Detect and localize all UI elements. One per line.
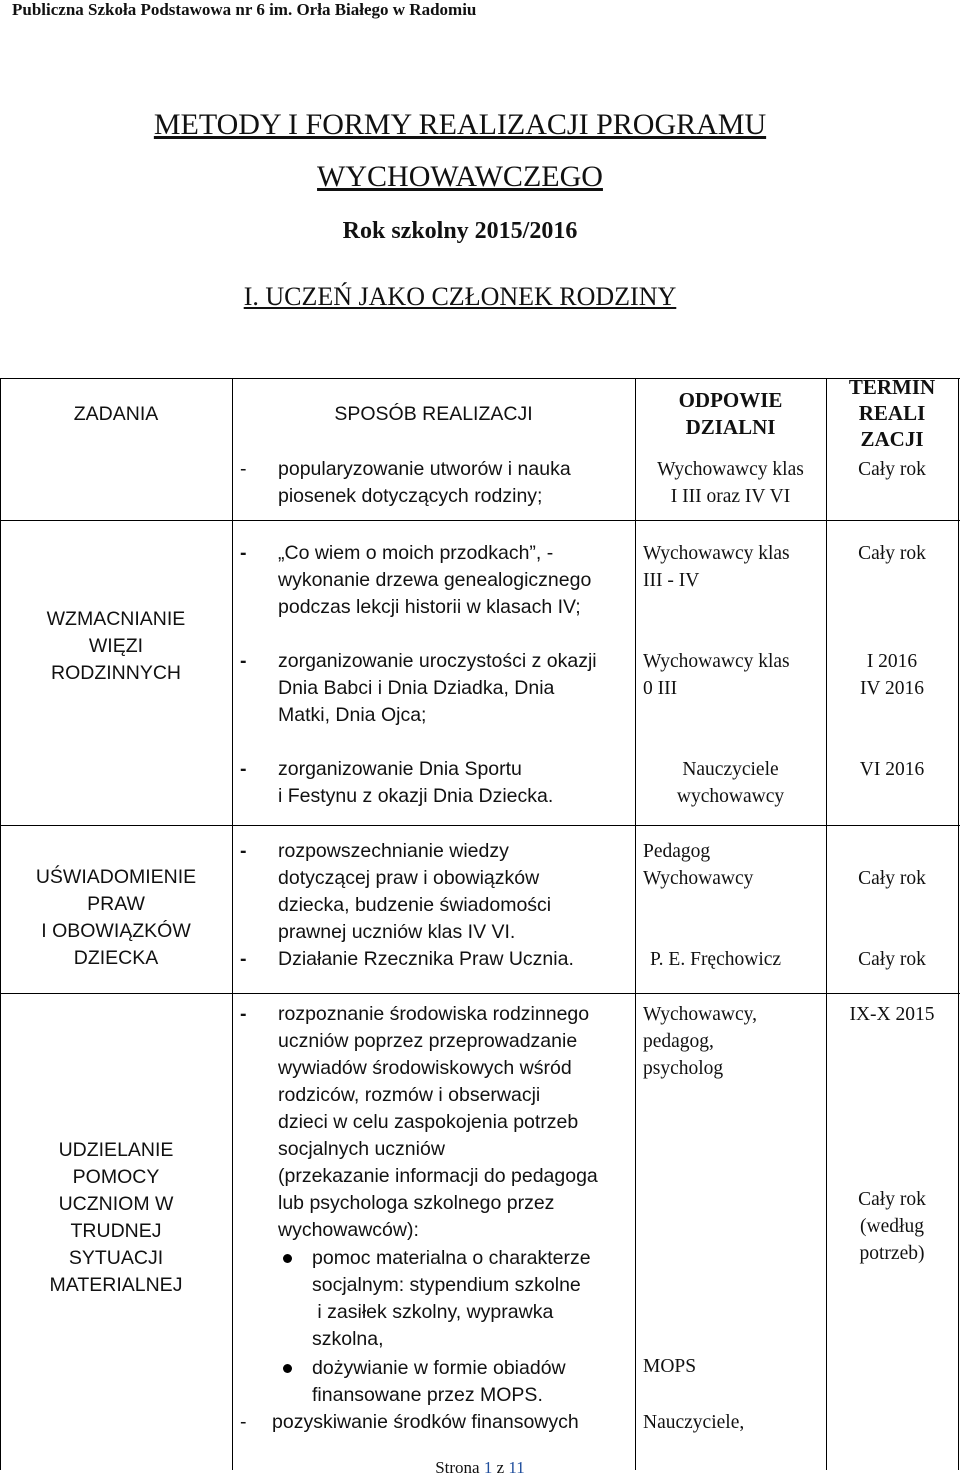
responsible-line: Wychowawcy klas xyxy=(643,651,790,672)
term-line: IV 2016 xyxy=(859,678,925,699)
responsible-cell: P. E. Fręchowicz xyxy=(650,949,782,970)
list-item-line: dzieci w celu zaspokojenia potrzeb xyxy=(278,1111,579,1133)
list-item-line: podczas lekcji historii w klasach IV; xyxy=(278,596,581,618)
list-item-line: dziecka, budzenie świadomości xyxy=(278,894,552,916)
list-item-line: lub psychologa szkolnego przez xyxy=(278,1192,555,1214)
term-cell xyxy=(826,648,958,702)
school-header: Publiczna Szkoła Podstawowa nr 6 im. Orła Białego w Radomiu xyxy=(12,0,477,19)
task-cell-wzmacnianie xyxy=(0,606,232,687)
responsible-cell xyxy=(635,456,826,510)
list-item-line: wywiadów środowiskowych wśród xyxy=(278,1057,572,1079)
task-line: PRAW xyxy=(87,893,145,915)
responsible-line: Wychowawcy klas xyxy=(643,543,790,564)
list-item-line: popularyzowanie utworów i nauka xyxy=(278,458,571,480)
responsible-line: I III oraz IV VI xyxy=(670,486,791,507)
section-title: I. UCZEŃ JAKO CZŁONEK RODZINY xyxy=(243,282,677,311)
task-line: WZMACNIANIE xyxy=(46,608,186,630)
term-line: Cały rok xyxy=(858,1189,926,1210)
column-header-termin-line: REALI xyxy=(858,401,926,425)
page-total: 11 xyxy=(508,1458,525,1477)
list-item-line: Dnia Babci i Dnia Dziadka, Dnia xyxy=(278,677,555,699)
list-item-line: Działanie Rzecznika Praw Ucznia. xyxy=(278,948,574,970)
column-header-odpowiedzialni-line: DZIALNI xyxy=(685,415,776,439)
list-item-line: dożywianie w formie obiadów xyxy=(312,1357,566,1379)
task-cell-uswiadomienie xyxy=(0,864,232,972)
task-line: UCZNIOM W xyxy=(58,1193,174,1215)
list-item-line: pozyskiwanie środków finansowych xyxy=(272,1411,579,1433)
responsible-line: psycholog xyxy=(643,1058,724,1079)
responsible-cell xyxy=(643,838,753,892)
list-item-line: szkolna, xyxy=(312,1328,384,1350)
bullet-icon xyxy=(283,1364,292,1373)
dash-marker: - xyxy=(240,650,247,672)
footer-separator: z xyxy=(496,1458,505,1477)
term-line: I 2016 xyxy=(866,651,918,672)
term-cell: IX-X 2015 xyxy=(849,1004,935,1025)
list-item-line: socjalnych uczniów xyxy=(278,1138,445,1160)
column-header-termin-line: ZACJI xyxy=(860,427,924,451)
dash-marker: - xyxy=(240,948,247,970)
list-item-line: i Festynu z okazji Dnia Dziecka. xyxy=(278,785,554,807)
list-item-line: finansowane przez MOPS. xyxy=(312,1384,543,1406)
list-item-line: wychowawców): xyxy=(278,1219,419,1241)
list-item-line: uczniów poprzez przeprowadzanie xyxy=(278,1030,578,1052)
task-line: DZIECKA xyxy=(73,947,159,969)
list-item-line: pomoc materialna o charakterze xyxy=(312,1247,591,1269)
task-line: MATERIALNEJ xyxy=(49,1274,183,1296)
task-line: UŚWIADOMIENIE xyxy=(35,866,197,888)
table-border-right xyxy=(958,378,959,1470)
term-line: (według xyxy=(860,1216,924,1237)
table-border-top xyxy=(0,378,960,379)
task-line: TRUDNEJ xyxy=(70,1220,162,1242)
column-header-odpowiedzialni-line: ODPOWIE xyxy=(678,388,783,412)
column-header-termin xyxy=(826,374,958,452)
column-divider-1 xyxy=(232,378,233,1470)
dash-marker: - xyxy=(240,758,247,780)
list-item-line: i zasiłek szkolny, wyprawka xyxy=(312,1301,554,1323)
term-cell xyxy=(826,1186,958,1267)
list-item-line: rozpoznanie środowiska rodzinnego xyxy=(278,1003,590,1025)
dash-marker: - xyxy=(240,840,247,862)
dash-marker: - xyxy=(240,458,247,480)
term-cell: Cały rok xyxy=(858,868,926,889)
term-cell: Cały rok xyxy=(858,543,926,564)
list-item-line: „Co wiem o moich przodkach”, - xyxy=(278,542,554,564)
term-cell: VI 2016 xyxy=(859,759,925,780)
responsible-cell: MOPS xyxy=(643,1356,697,1377)
term-cell: Cały rok xyxy=(858,949,926,970)
bullet-icon xyxy=(283,1254,292,1263)
school-year: Rok szkolny 2015/2016 xyxy=(342,218,578,244)
row-divider-1 xyxy=(0,520,960,521)
responsible-cell xyxy=(635,756,826,810)
responsible-line: Wychowawcy, xyxy=(643,1004,757,1025)
list-item-line: rodziców, rozmów i obserwacji xyxy=(278,1084,541,1106)
list-item-line: zorganizowanie Dnia Sportu xyxy=(278,758,522,780)
responsible-line: pedagog, xyxy=(643,1031,714,1052)
responsible-cell xyxy=(643,1001,757,1082)
task-line: POMOCY xyxy=(72,1166,160,1188)
column-header-odpowiedzialni xyxy=(635,387,826,441)
dash-marker: - xyxy=(240,1411,247,1433)
column-divider-2 xyxy=(635,378,636,1470)
list-item-line: zorganizowanie uroczystości z okazji xyxy=(278,650,597,672)
column-header-sposob: SPOSÓB REALIZACJI xyxy=(334,403,533,425)
list-item-line: dotyczącej praw i obowiązków xyxy=(278,867,540,889)
term-cell: Cały rok xyxy=(858,459,926,480)
responsible-line: Wychowawcy klas xyxy=(657,459,804,480)
responsible-line: Nauczyciele xyxy=(682,759,779,780)
task-line: SYTUACJI xyxy=(68,1247,164,1269)
task-line: I OBOWIĄZKÓW xyxy=(41,920,191,942)
responsible-line: Wychowawcy xyxy=(643,868,754,889)
page-number: 1 xyxy=(483,1458,493,1477)
responsible-cell xyxy=(643,540,790,594)
responsible-line: III - IV xyxy=(643,570,700,591)
row-divider-3 xyxy=(0,993,960,994)
list-item-line: socjalnym: stypendium szkolne xyxy=(312,1274,581,1296)
list-item-line: piosenek dotyczących rodziny; xyxy=(278,485,543,507)
dash-marker: - xyxy=(240,1003,247,1025)
column-header-zadania: ZADANIA xyxy=(73,403,159,425)
list-item-line: (przekazanie informacji do pedagoga xyxy=(278,1165,598,1187)
column-header-termin-line: TERMIN xyxy=(848,375,936,399)
main-title-line-1: METODY I FORMY REALIZACJI PROGRAMU xyxy=(153,108,767,141)
page-footer xyxy=(0,1458,960,1478)
term-line: potrzeb) xyxy=(859,1243,925,1264)
list-item-line: rozpowszechnianie wiedzy xyxy=(278,840,509,862)
list-item-line: wykonanie drzewa genealogicznego xyxy=(278,569,592,591)
row-divider-2 xyxy=(0,825,960,826)
responsible-line: 0 III xyxy=(643,678,678,699)
dash-marker: - xyxy=(240,542,247,564)
responsible-line: Pedagog xyxy=(643,841,711,862)
task-line: UDZIELANIE xyxy=(58,1139,174,1161)
task-line: WIĘZI xyxy=(88,635,144,657)
main-title-line-2: WYCHOWAWCZEGO xyxy=(317,160,603,193)
responsible-line: wychowawcy xyxy=(676,786,785,807)
task-cell-udzielanie-pomocy xyxy=(0,1137,232,1299)
list-item-line: Matki, Dnia Ojca; xyxy=(278,704,427,726)
list-item-line: prawnej uczniów klas IV VI. xyxy=(278,921,516,943)
responsible-cell xyxy=(643,648,790,702)
footer-prefix: Strona xyxy=(435,1458,480,1477)
task-line: RODZINNYCH xyxy=(51,662,181,684)
responsible-cell: Nauczyciele, xyxy=(643,1412,745,1433)
